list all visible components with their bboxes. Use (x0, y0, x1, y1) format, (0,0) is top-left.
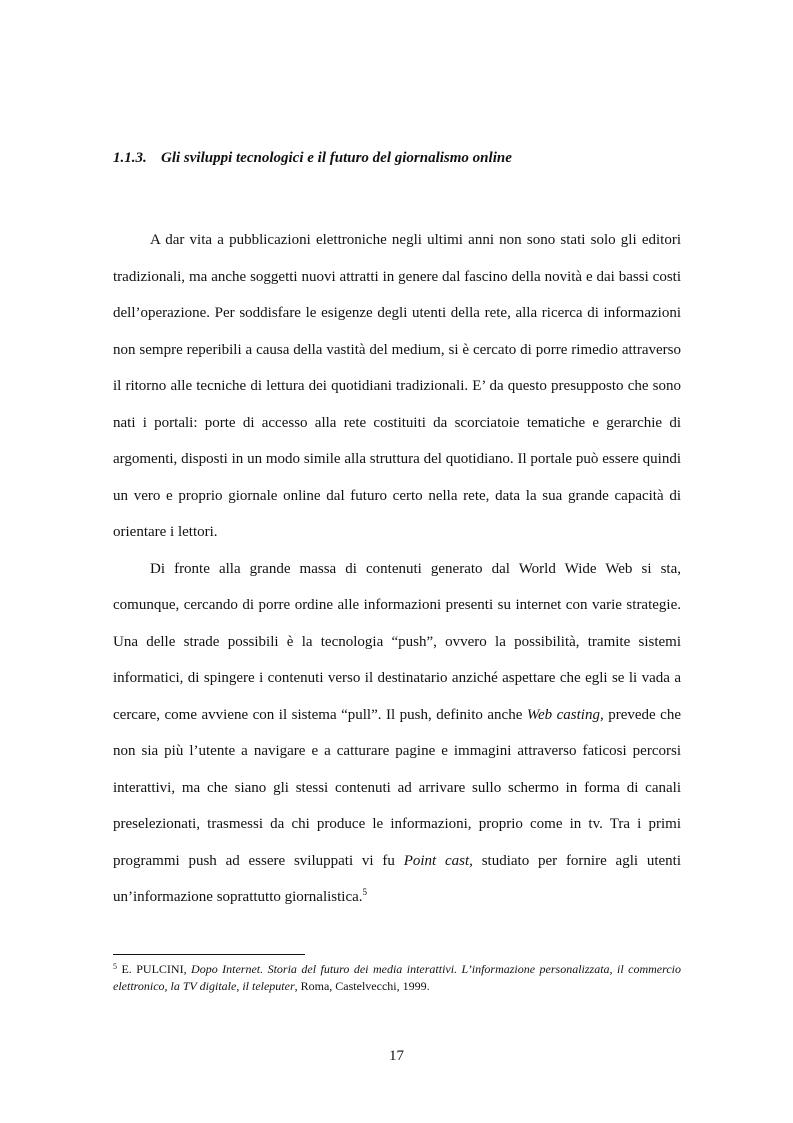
term-web-casting: Web casting, (526, 706, 604, 723)
paragraph-2-part-a: Di fronte alla grande massa di contenuti generato dal World Wide Web si sta, comunque, cercando di porre ordine alle informazioni presenti su internet con varie strategie. Una delle strade possibili è la tecnologia “push”, ovvero la possibilità, tramite sistemi informatici, di spingere i contenuti verso il destinatario anziché aspettare che egli se li vada a cercare, come avviene con il sistema “pull”. Il push, definito anche (113, 560, 681, 723)
section-number: 1.1.3. (113, 150, 147, 166)
footnote-title: Dopo Internet. Storia del futuro dei media interattivi. L’informazione personalizzata, il commercio elettronico, la TV digitale, il teleputer (113, 962, 681, 993)
section-title: Gli sviluppi tecnologici e il futuro del giornalismo online (161, 150, 512, 166)
body-text (113, 222, 681, 916)
page-number: 17 (389, 1048, 404, 1064)
footnote-reference[interactable]: 5 (362, 887, 368, 897)
term-point-cast: Point cast, (403, 852, 473, 869)
paragraph-2-part-b: prevede che non sia più l’utente a navigare e a catturare pagine e immagini attraverso faticosi percorsi interattivi, ma che siano gli stessi contenuti ad arrivare sullo schermo in forma di canali preselezionati, trasmessi da chi produce le informazioni, proprio come in tv. Tra i primi programmi push ad essere sviluppati vi fu (113, 706, 681, 869)
footnote-marker: 5 (113, 962, 117, 971)
footnote-publisher: , Roma, Castelvecchi, 1999. (294, 979, 430, 993)
section-heading (113, 150, 713, 167)
footnote-author: E. PULCINI, (117, 962, 192, 976)
paragraph-1: A dar vita a pubblicazioni elettroniche negli ultimi anni non sono stati solo gli editori tradizionali, ma anche soggetti nuovi attratti in genere dal fascino della novità e dai bassi costi dell’operazione. Per soddisfare le esigenze degli utenti della rete, alla ricerca di informazioni non sempre reperibili a causa della vastità del medium, si è cercato di porre rimedio attraverso il ritorno alle tecniche di lettura dei quotidiani tradizionali. E’ da questo presupposto che sono nati i portali: porte di accesso alla rete costituiti da scorciatoie tematiche e gerarchie di argomenti, disposti in un modo simile alla struttura del quotidiano. Il portale può essere quindi un vero e proprio giornale online dal futuro certo nella rete, data la sua grande capacità di orientare i lettori. (113, 232, 681, 540)
paragraph-2-part-c: studiato per fornire agli utenti un’informazione soprattutto giornalistica. (113, 852, 681, 905)
footnote-divider (113, 954, 305, 955)
paragraph-2 (113, 551, 681, 916)
footnote (113, 961, 681, 995)
